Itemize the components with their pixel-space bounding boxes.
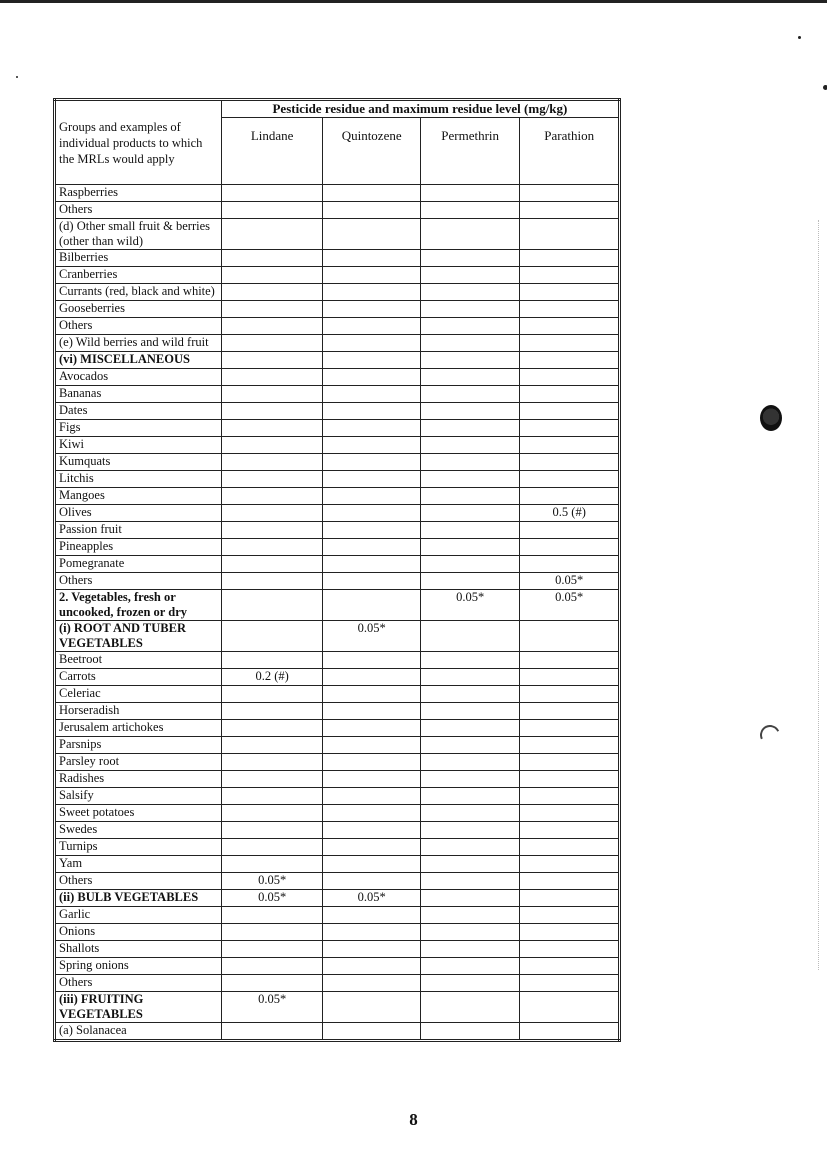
value-cell — [221, 386, 323, 403]
row-label: Parsnips — [55, 737, 222, 754]
value-cell — [323, 720, 421, 737]
row-label: (d) Other small fruit & berries (other than wild) — [55, 219, 222, 250]
value-cell — [520, 202, 620, 219]
value-cell — [520, 437, 620, 454]
row-label: (a) Solanacea — [55, 1023, 222, 1041]
pesticide-header-title: Pesticide residue and maximum residue level (mg/kg) — [221, 100, 619, 118]
row-label: Mangoes — [55, 488, 222, 505]
value-cell — [420, 975, 520, 992]
value-cell — [520, 924, 620, 941]
table-row — [55, 437, 620, 454]
value-cell — [420, 754, 520, 771]
value-cell — [420, 805, 520, 822]
row-label: Radishes — [55, 771, 222, 788]
value-cell — [323, 573, 421, 590]
value-cell — [420, 301, 520, 318]
value-cell — [420, 992, 520, 1023]
value-cell — [420, 488, 520, 505]
row-label: Currants (red, black and white) — [55, 284, 222, 301]
value-cell — [221, 318, 323, 335]
value-cell: 0.05* — [323, 890, 421, 907]
value-cell — [323, 522, 421, 539]
value-cell — [420, 1023, 520, 1041]
value-cell — [520, 488, 620, 505]
row-label: Others — [55, 975, 222, 992]
top-border-line — [0, 0, 827, 3]
column-header-lindane: Lindane — [221, 118, 323, 185]
value-cell — [520, 703, 620, 720]
column-header-quintozene: Quintozene — [323, 118, 421, 185]
value-cell — [221, 219, 323, 250]
table-row — [55, 352, 620, 369]
value-cell — [520, 386, 620, 403]
value-cell — [420, 907, 520, 924]
value-cell — [221, 539, 323, 556]
value-cell — [520, 890, 620, 907]
row-label: Others — [55, 573, 222, 590]
table-row — [55, 907, 620, 924]
value-cell — [323, 386, 421, 403]
value-cell: 0.05* — [221, 890, 323, 907]
value-cell — [323, 737, 421, 754]
table-row — [55, 754, 620, 771]
value-cell — [221, 202, 323, 219]
value-cell — [323, 335, 421, 352]
value-cell — [420, 839, 520, 856]
value-cell — [323, 369, 421, 386]
value-cell — [420, 352, 520, 369]
value-cell — [221, 822, 323, 839]
table-row — [55, 267, 620, 284]
table-row — [55, 805, 620, 822]
value-cell — [520, 720, 620, 737]
value-cell: 0.05* — [323, 621, 421, 652]
value-cell — [520, 907, 620, 924]
value-cell — [323, 539, 421, 556]
value-cell — [420, 369, 520, 386]
row-label: Litchis — [55, 471, 222, 488]
value-cell — [420, 185, 520, 202]
value-cell — [221, 471, 323, 488]
table-row — [55, 856, 620, 873]
table-row — [55, 522, 620, 539]
table-row — [55, 369, 620, 386]
value-cell — [520, 754, 620, 771]
row-label: Avocados — [55, 369, 222, 386]
value-cell — [520, 669, 620, 686]
value-cell — [420, 958, 520, 975]
value-cell — [520, 737, 620, 754]
table-row — [55, 737, 620, 754]
hook-mark-icon — [757, 722, 783, 748]
value-cell — [420, 924, 520, 941]
table-row — [55, 890, 620, 907]
row-label: Passion fruit — [55, 522, 222, 539]
row-label: (iii) FRUITING VEGETABLES — [55, 992, 222, 1023]
value-cell — [323, 771, 421, 788]
value-cell — [323, 788, 421, 805]
row-label: Jerusalem artichokes — [55, 720, 222, 737]
value-cell — [221, 975, 323, 992]
value-cell — [420, 686, 520, 703]
row-label: Others — [55, 318, 222, 335]
row-label: Celeriac — [55, 686, 222, 703]
value-cell — [520, 219, 620, 250]
value-cell — [323, 992, 421, 1023]
value-cell — [221, 590, 323, 621]
value-cell — [420, 250, 520, 267]
value-cell — [520, 873, 620, 890]
value-cell — [520, 318, 620, 335]
value-cell — [221, 250, 323, 267]
value-cell — [323, 907, 421, 924]
table-row — [55, 454, 620, 471]
value-cell — [323, 754, 421, 771]
value-cell — [221, 437, 323, 454]
value-cell — [221, 267, 323, 284]
value-cell — [221, 505, 323, 522]
value-cell — [520, 335, 620, 352]
row-label: Cranberries — [55, 267, 222, 284]
table-row — [55, 505, 620, 522]
value-cell — [520, 1023, 620, 1041]
row-label: Bilberries — [55, 250, 222, 267]
table-row — [55, 839, 620, 856]
value-cell — [520, 539, 620, 556]
table-row — [55, 301, 620, 318]
value-cell — [420, 202, 520, 219]
value-cell — [520, 771, 620, 788]
value-cell — [221, 737, 323, 754]
speck-mark — [823, 85, 827, 90]
value-cell — [323, 403, 421, 420]
value-cell: 0.05* — [420, 590, 520, 621]
row-label: Kumquats — [55, 454, 222, 471]
value-cell — [323, 669, 421, 686]
value-cell — [323, 352, 421, 369]
value-cell — [323, 856, 421, 873]
value-cell — [520, 822, 620, 839]
page-number: 8 — [409, 1110, 418, 1129]
value-cell: 0.5 (#) — [520, 505, 620, 522]
table-body — [55, 185, 620, 1041]
value-cell — [221, 556, 323, 573]
row-label: Gooseberries — [55, 301, 222, 318]
value-cell — [420, 522, 520, 539]
value-cell — [221, 488, 323, 505]
value-cell — [323, 454, 421, 471]
value-cell — [221, 352, 323, 369]
value-cell — [221, 522, 323, 539]
value-cell: 0.05* — [520, 590, 620, 621]
row-label: Sweet potatoes — [55, 805, 222, 822]
value-cell — [520, 250, 620, 267]
value-cell — [520, 420, 620, 437]
value-cell — [221, 185, 323, 202]
value-cell — [420, 267, 520, 284]
value-cell — [221, 686, 323, 703]
row-label: (vi) MISCELLANEOUS — [55, 352, 222, 369]
value-cell — [323, 420, 421, 437]
table-row — [55, 335, 620, 352]
group-column-header: Groups and examples of individual products to which the MRLs would apply — [55, 100, 222, 185]
value-cell — [420, 471, 520, 488]
value-cell: 0.05* — [221, 992, 323, 1023]
table-row — [55, 621, 620, 652]
row-label: Raspberries — [55, 185, 222, 202]
value-cell — [221, 420, 323, 437]
value-cell — [221, 703, 323, 720]
value-cell — [221, 907, 323, 924]
value-cell — [221, 941, 323, 958]
row-label: Bananas — [55, 386, 222, 403]
value-cell — [520, 403, 620, 420]
column-header-parathion: Parathion — [520, 118, 620, 185]
value-cell — [221, 771, 323, 788]
value-cell — [323, 805, 421, 822]
row-label: Shallots — [55, 941, 222, 958]
table-row — [55, 202, 620, 219]
value-cell — [323, 924, 421, 941]
table-row — [55, 386, 620, 403]
value-cell — [323, 941, 421, 958]
row-label: Others — [55, 202, 222, 219]
value-cell — [221, 301, 323, 318]
value-cell — [221, 958, 323, 975]
value-cell: 0.05* — [221, 873, 323, 890]
value-cell — [420, 539, 520, 556]
table-row — [55, 822, 620, 839]
table-row — [55, 941, 620, 958]
value-cell — [323, 839, 421, 856]
value-cell — [520, 369, 620, 386]
value-cell — [520, 686, 620, 703]
value-cell — [420, 890, 520, 907]
value-cell — [520, 185, 620, 202]
value-cell — [323, 488, 421, 505]
value-cell — [420, 621, 520, 652]
row-label: (ii) BULB VEGETABLES — [55, 890, 222, 907]
scan-edge-noise — [818, 220, 820, 970]
value-cell — [420, 284, 520, 301]
value-cell — [221, 754, 323, 771]
value-cell — [520, 621, 620, 652]
table-row — [55, 686, 620, 703]
row-label: Kiwi — [55, 437, 222, 454]
value-cell — [520, 556, 620, 573]
value-cell — [520, 805, 620, 822]
table-row — [55, 975, 620, 992]
row-label: Carrots — [55, 669, 222, 686]
value-cell — [323, 202, 421, 219]
column-header-permethrin: Permethrin — [420, 118, 520, 185]
row-label: 2. Vegetables, fresh or uncooked, frozen or dry — [55, 590, 222, 621]
value-cell — [420, 771, 520, 788]
row-label: Horseradish — [55, 703, 222, 720]
value-cell — [323, 703, 421, 720]
row-label: Olives — [55, 505, 222, 522]
value-cell — [323, 471, 421, 488]
value-cell — [323, 185, 421, 202]
table-row — [55, 1023, 620, 1041]
value-cell — [420, 386, 520, 403]
value-cell — [420, 822, 520, 839]
row-label: Onions — [55, 924, 222, 941]
value-cell — [420, 454, 520, 471]
value-cell — [520, 352, 620, 369]
table-row — [55, 420, 620, 437]
table-row — [55, 284, 620, 301]
row-label: (i) ROOT AND TUBER VEGETABLES — [55, 621, 222, 652]
table-row — [55, 958, 620, 975]
value-cell — [323, 1023, 421, 1041]
value-cell — [420, 573, 520, 590]
value-cell — [221, 335, 323, 352]
speck-mark — [16, 76, 18, 78]
table-row — [55, 669, 620, 686]
value-cell — [221, 403, 323, 420]
table-row — [55, 318, 620, 335]
value-cell — [323, 556, 421, 573]
value-cell — [323, 267, 421, 284]
value-cell — [520, 471, 620, 488]
table-row — [55, 873, 620, 890]
value-cell — [520, 958, 620, 975]
value-cell — [221, 788, 323, 805]
table-row — [55, 771, 620, 788]
value-cell — [420, 720, 520, 737]
table-row — [55, 720, 620, 737]
row-label: Pineapples — [55, 539, 222, 556]
table-row — [55, 703, 620, 720]
value-cell — [420, 873, 520, 890]
value-cell — [520, 652, 620, 669]
table-row — [55, 556, 620, 573]
value-cell — [323, 219, 421, 250]
row-label: Yam — [55, 856, 222, 873]
value-cell — [323, 975, 421, 992]
value-cell — [420, 556, 520, 573]
row-label: Others — [55, 873, 222, 890]
value-cell — [520, 856, 620, 873]
table-row — [55, 539, 620, 556]
value-cell — [323, 822, 421, 839]
table-row — [55, 219, 620, 250]
value-cell — [520, 522, 620, 539]
value-cell — [420, 703, 520, 720]
table-row — [55, 573, 620, 590]
value-cell — [420, 403, 520, 420]
value-cell — [323, 590, 421, 621]
value-cell — [420, 652, 520, 669]
value-cell — [520, 284, 620, 301]
row-label: (e) Wild berries and wild fruit — [55, 335, 222, 352]
value-cell — [420, 669, 520, 686]
row-label: Beetroot — [55, 652, 222, 669]
value-cell — [520, 788, 620, 805]
value-cell — [420, 219, 520, 250]
speck-mark — [798, 36, 801, 39]
value-cell — [323, 686, 421, 703]
value-cell — [520, 992, 620, 1023]
value-cell — [323, 301, 421, 318]
punch-hole-icon — [760, 405, 782, 431]
table-row — [55, 924, 620, 941]
value-cell — [520, 839, 620, 856]
table-row — [55, 788, 620, 805]
value-cell: 0.05* — [520, 573, 620, 590]
value-cell: 0.2 (#) — [221, 669, 323, 686]
value-cell — [221, 284, 323, 301]
table-row — [55, 250, 620, 267]
value-cell — [520, 975, 620, 992]
value-cell — [221, 652, 323, 669]
value-cell — [221, 924, 323, 941]
value-cell — [420, 737, 520, 754]
value-cell — [221, 369, 323, 386]
value-cell — [221, 839, 323, 856]
row-label: Swedes — [55, 822, 222, 839]
value-cell — [221, 720, 323, 737]
value-cell — [221, 454, 323, 471]
value-cell — [420, 856, 520, 873]
row-label: Pomegranate — [55, 556, 222, 573]
value-cell — [420, 505, 520, 522]
value-cell — [323, 250, 421, 267]
table-row — [55, 488, 620, 505]
row-label: Figs — [55, 420, 222, 437]
value-cell — [221, 621, 323, 652]
row-label: Parsley root — [55, 754, 222, 771]
value-cell — [221, 573, 323, 590]
table-row — [55, 992, 620, 1023]
mrl-table — [53, 98, 621, 1042]
value-cell — [520, 454, 620, 471]
row-label: Salsify — [55, 788, 222, 805]
value-cell — [420, 420, 520, 437]
table-row — [55, 471, 620, 488]
value-cell — [323, 505, 421, 522]
value-cell — [323, 958, 421, 975]
value-cell — [221, 1023, 323, 1041]
row-label: Spring onions — [55, 958, 222, 975]
table-row — [55, 403, 620, 420]
value-cell — [420, 335, 520, 352]
value-cell — [420, 318, 520, 335]
value-cell — [520, 941, 620, 958]
value-cell — [221, 856, 323, 873]
table-row — [55, 185, 620, 202]
row-label: Garlic — [55, 907, 222, 924]
value-cell — [221, 805, 323, 822]
value-cell — [520, 301, 620, 318]
value-cell — [323, 437, 421, 454]
table-row — [55, 652, 620, 669]
row-label: Dates — [55, 403, 222, 420]
row-label: Turnips — [55, 839, 222, 856]
value-cell — [420, 437, 520, 454]
value-cell — [520, 267, 620, 284]
table-row — [55, 590, 620, 621]
value-cell — [420, 788, 520, 805]
value-cell — [323, 318, 421, 335]
value-cell — [420, 941, 520, 958]
value-cell — [323, 652, 421, 669]
value-cell — [323, 284, 421, 301]
value-cell — [323, 873, 421, 890]
